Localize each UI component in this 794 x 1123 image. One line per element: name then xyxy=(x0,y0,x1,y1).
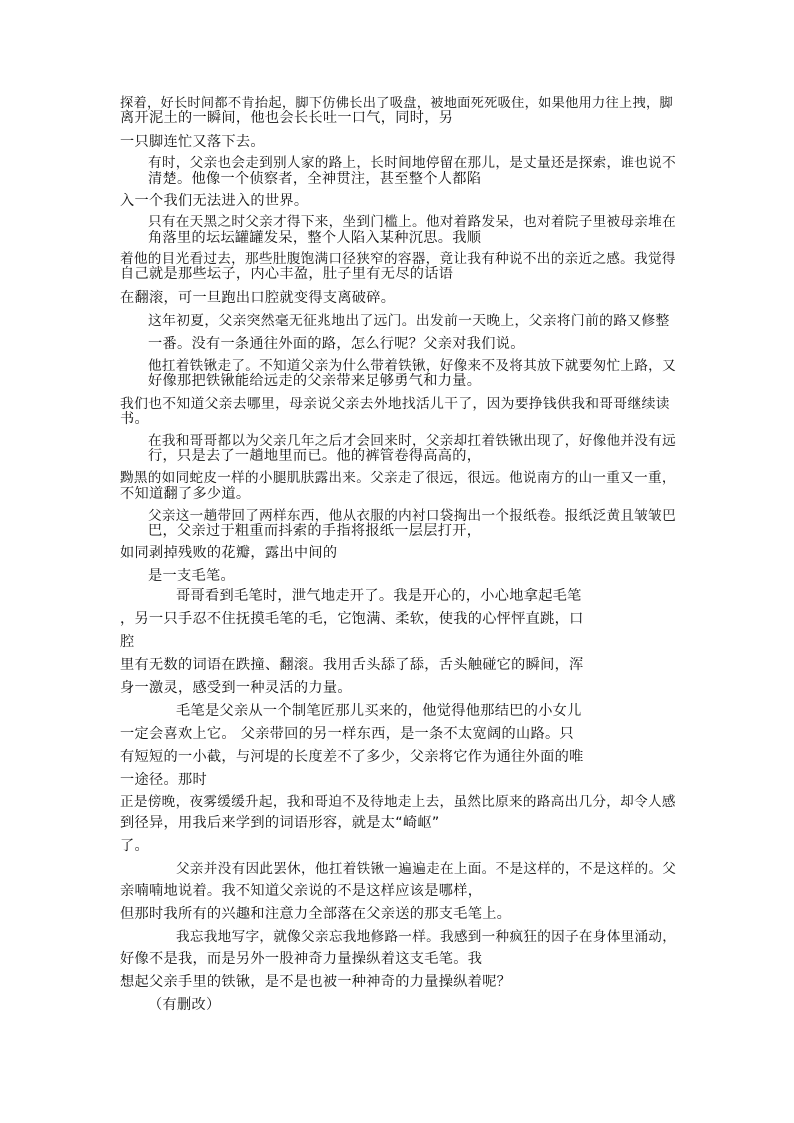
text-line: 离开泥土的一瞬间，他也会长长吐一口气，同时，另 xyxy=(120,110,454,126)
text-line: 毛笔是父亲从一个制笔匠那儿买来的，他觉得他那结巴的小女儿 xyxy=(176,703,582,719)
text-line: 好像不是我，而是另外一股神奇力量操纵着这支毛笔。我 xyxy=(120,951,483,967)
text-line: 黝黑的如同蛇皮一样的小腿肌肤露出来。父亲走了很远，很远。他说南方的山一重又一重， xyxy=(120,470,676,486)
source-note: （有删改） xyxy=(148,997,221,1013)
text-line: 着他的目光看过去，那些肚腹饱满口径狭窄的容器，竟让我有种说不出的亲近之感。我觉得 xyxy=(120,251,676,267)
text-line: 角落里的坛坛罐罐发呆，整个人陷入某种沉思。我顺 xyxy=(148,230,482,246)
text-line: 父亲这一趟带回了两样东西，他从衣服的内衬口袋掏出一个报纸卷。报纸泛黄且皱皱巴 xyxy=(148,508,676,524)
text-line: 亲喃喃地说着。我不知道父亲说的不是这样应该是哪样， xyxy=(120,883,483,899)
text-line: 父亲并没有因此罢休，他扛着铁锹一遍遍走在上面。不是这样的，不是这样的。父 xyxy=(176,861,677,877)
text-line: 只有在天黑之时父亲才得下来，坐到门槛上。他对着路发呆，也对着院子里被母亲堆在 xyxy=(148,214,676,230)
text-line: 想起父亲手里的铁锹，是不是也被一种神奇的力量操纵着呢？ xyxy=(120,974,512,990)
text-line: 自己就是那些坛子，内心丰盈，肚子里有无尽的话语 xyxy=(120,266,454,282)
text-line: ，另一只手忍不住抚摸毛笔的毛，它饱满、柔软，使我的心怦怦直跳，口 xyxy=(120,611,584,627)
text-line: 一定会喜欢上它。 父亲带回的另一样东西，是一条不太宽阔的山路。只 xyxy=(120,726,574,742)
text-line: 好像那把铁锹能给远走的父亲带来足够勇气和力量。 xyxy=(148,373,482,389)
text-line: 清楚。他像一个侦察者，全神贯注，甚至整个人都陷 xyxy=(148,171,482,187)
text-line: 探着，好长时间都不肯抬起，脚下仿佛长出了吸盘，被地面死死吸住，如果他用力往上拽，脚 xyxy=(120,96,673,111)
text-line: 在翻滚，可一旦跑出口腔就变得支离破碎。 xyxy=(120,290,396,306)
text-line: 到径异，用我后来学到的词语形容，就是太“崎岖” xyxy=(120,815,440,831)
text-line: 里有无数的词语在跌撞、翻滚。我用舌头舔了舔，舌头触碰它的瞬间，浑 xyxy=(120,657,584,673)
text-line: 哥哥看到毛笔时，泄气地走开了。我是开心的，小心地拿起毛笔 xyxy=(176,588,582,604)
text-line: 书。 xyxy=(120,411,149,427)
text-line: 巴，父亲过于粗重而抖索的手指将报纸一层层打开， xyxy=(148,523,482,539)
text-line: 腔 xyxy=(120,634,135,650)
text-line: 他扛着铁锹走了。不知道父亲为什么带着铁锹，好像来不及将其放下就要匆忙上路，又 xyxy=(148,358,676,374)
text-line: 但那时我所有的兴趣和注意力全部落在父亲送的那支毛笔上。 xyxy=(120,906,512,922)
text-line: 这年初夏，父亲突然毫无征兆地出了远门。出发前一天晚上，父亲将门前的路又修整 xyxy=(148,313,670,329)
text-line: 一番。没有一条通往外面的路，怎么行呢？父亲对我们说。 xyxy=(148,336,525,352)
text-line: 正是傍晚，夜雾缓缓升起，我和哥迫不及待地走上去，虽然比原来的路高出几分，却令人感 xyxy=(120,794,676,810)
text-line: 了。 xyxy=(120,838,149,854)
text-line: 有时，父亲也会走到别人家的路上，长时间地停留在那儿，是丈量还是探索，谁也说不 xyxy=(148,155,676,171)
text-line: 入一个我们无法进入的世界。 xyxy=(120,193,309,209)
text-line: 身一激灵，感受到一种灵活的力量。 xyxy=(120,680,352,696)
text-line: 一途径。那时 xyxy=(120,772,207,788)
text-line: 一只脚连忙又落下去。 xyxy=(120,134,265,150)
text-line: 如同剥掉残败的花瓣，露出中间的 xyxy=(120,545,338,561)
text-line: 不知道翻了多少道。 xyxy=(120,486,251,502)
text-line: 行，只是去了一趟地里而已。他的裤管卷得高高的， xyxy=(148,448,482,464)
text-line: 是一支毛笔。 xyxy=(148,568,235,584)
text-line: 有短短的一小截，与河堤的长度差不了多少，父亲将它作为通往外面的唯 xyxy=(120,749,584,765)
text-line: 在我和哥哥都以为父亲几年之后才会回来时，父亲却扛着铁锹出现了，好像他并没有远 xyxy=(148,433,676,449)
text-line: 我忘我地写字，就像父亲忘我地修路一样。我感到一种疯狂的因子在身体里涌动， xyxy=(176,929,677,945)
text-line: 我们也不知道父亲去哪里，母亲说父亲去外地找活儿干了，因为要挣钱供我和哥哥继续读 xyxy=(120,396,670,412)
